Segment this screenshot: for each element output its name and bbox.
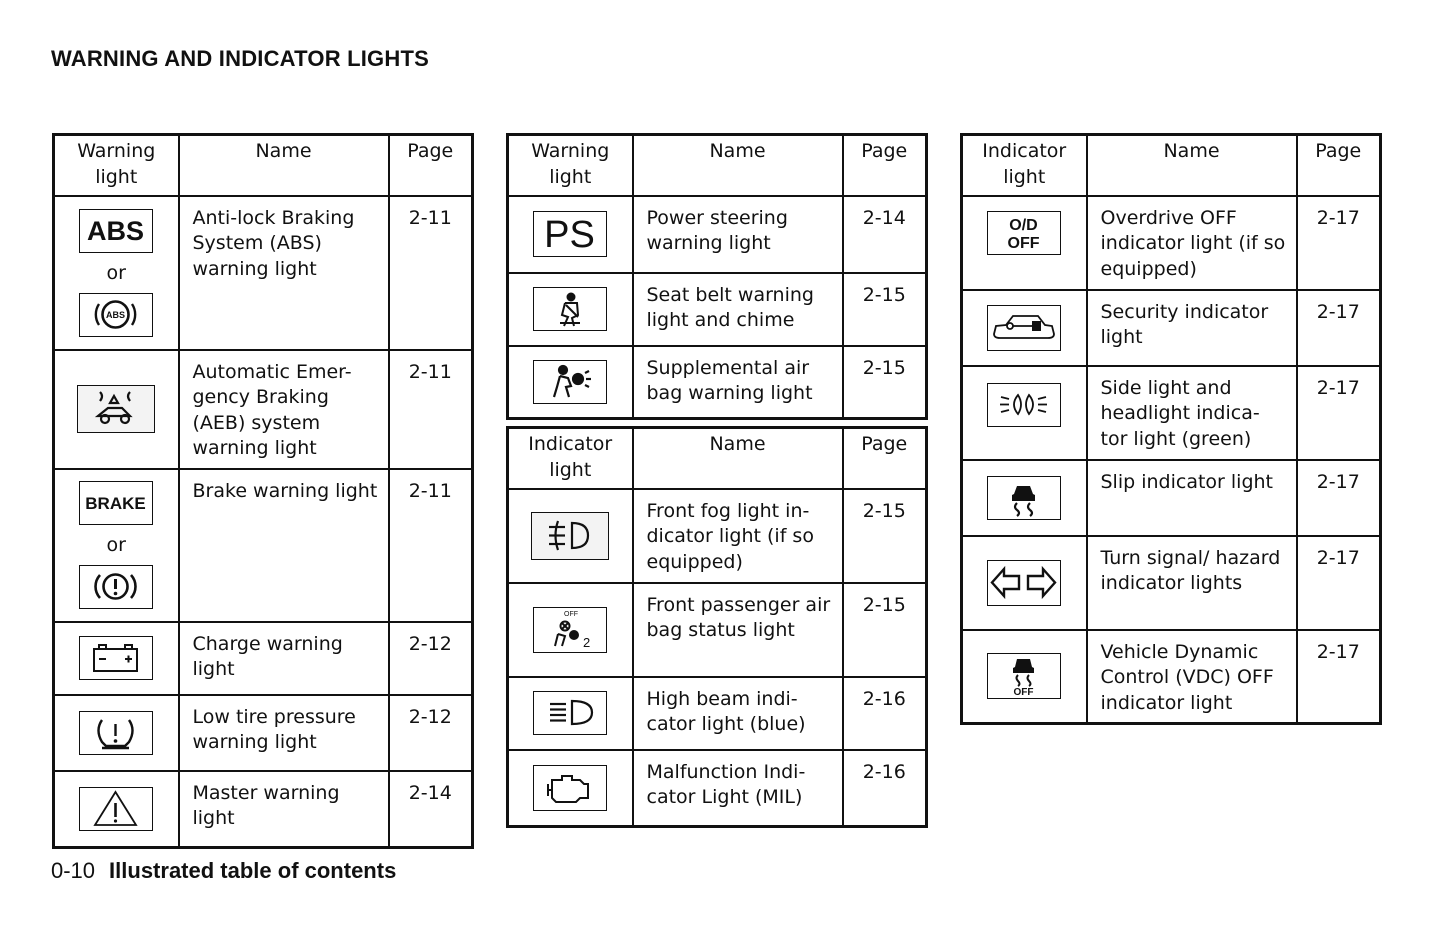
table-row [508,583,927,677]
name-cell: Side light and headlight indica- tor light (green) [1087,366,1297,460]
name-cell: High beam indi- cator light (blue) [633,677,843,750]
page-cell: 2-11 [389,196,473,350]
page-cell: 2-14 [843,196,927,273]
or-label: or [106,261,126,284]
brake-text-icon [79,481,153,525]
abs-circle-icon-text: ABS [106,309,126,320]
table-row [962,630,1381,724]
icon-cell [508,346,633,419]
icon-cell [962,460,1087,536]
table-row [508,750,927,827]
turn-signal-icon [987,560,1061,606]
name-cell: Front passenger air bag status light [633,583,843,677]
vdc-off-icon [987,653,1061,699]
page-cell: 2-17 [1297,366,1381,460]
table-row [962,366,1381,460]
page-cell: 2-17 [1297,196,1381,290]
header-warning-light: Warning light [508,135,633,196]
icon-cell [508,677,633,750]
header-indicator-light: Indicator light [508,428,633,489]
icon-cell [508,750,633,827]
page-cell: 2-11 [389,469,473,622]
icon-cell [962,196,1087,290]
name-cell: Supplemental air bag warning light [633,346,843,419]
icon-cell [54,469,179,622]
icon-cell [54,196,179,350]
header-page: Page [389,135,473,196]
page-cell: 2-17 [1297,460,1381,536]
engine-icon [533,765,607,811]
table-row [508,273,927,346]
name-cell: Overdrive OFF indicator light (if so equipped) [1087,196,1297,290]
name-cell: Front fog light in- dicator light (if so equipped) [633,489,843,583]
warning-lights-table-1 [52,133,474,849]
slip-icon [987,476,1061,520]
passenger-airbag-off-icon [533,607,607,653]
airbag-off-text: OFF [564,610,579,618]
name-cell: Anti-lock Braking System (ABS) warning light [179,196,389,350]
icon-cell [508,489,633,583]
front-fog-icon [531,512,609,560]
header-page: Page [843,428,927,489]
table-row [962,290,1381,366]
or-label: or [106,534,126,556]
table-header-row [962,135,1381,196]
overdrive-off-icon [987,211,1061,255]
icon-cell [962,536,1087,630]
od-off-icon-text: OFF [1007,234,1040,252]
header-name: Name [179,135,389,196]
name-cell: Seat belt warning light and chime [633,273,843,346]
table-row [962,536,1381,630]
page-cell: 2-16 [843,677,927,750]
icon-cell [962,366,1087,460]
header-indicator-light: Indicator light [962,135,1087,196]
table-row [962,460,1381,536]
header-name: Name [1087,135,1297,196]
table-row [54,350,473,469]
icon-cell [962,290,1087,366]
indicator-lights-table-1 [506,426,928,828]
page-cell: 2-14 [389,771,473,848]
icon-cell [54,622,179,695]
page-cell: 2-15 [843,346,927,419]
name-cell: Turn signal/ hazard indicator lights [1087,536,1297,630]
master-warning-icon [79,787,153,831]
header-page: Page [1297,135,1381,196]
icon-cell [962,630,1087,724]
vdc-off-text: OFF [1013,687,1034,698]
name-cell: Master warning light [179,771,389,848]
table-header-row [508,135,927,196]
power-steering-icon [533,211,607,257]
page-cell: 2-16 [843,750,927,827]
name-cell: Vehicle Dynamic Control (VDC) OFF indicator light [1087,630,1297,724]
tire-pressure-icon [79,711,153,755]
header-name: Name [633,135,843,196]
page-cell: 2-11 [389,350,473,469]
name-cell: Power steering warning light [633,196,843,273]
page-cell: 2-17 [1297,290,1381,366]
brake-circle-icon [79,565,153,609]
name-cell: Brake warning light [179,469,389,622]
ps-icon-text: PS [544,214,596,255]
airbag-icon [533,360,607,404]
table-row [508,196,927,273]
table-row [54,196,473,350]
battery-icon [79,636,153,680]
table-row [508,677,927,750]
icon-cell [508,196,633,273]
header-page: Page [843,135,927,196]
side-headlight-icon [987,383,1061,427]
table-row [54,695,473,771]
brake-icon-text: BRAKE [85,494,146,513]
high-beam-icon [533,691,607,735]
page-cell: 2-12 [389,622,473,695]
icon-cell [508,583,633,677]
table-row [54,622,473,695]
page-cell: 2-15 [843,583,927,677]
section-title: Illustrated table of contents [109,858,397,883]
page-cell: 2-17 [1297,630,1381,724]
airbag-off-sub: 2 [583,634,591,650]
header-warning-light: Warning light [54,135,179,196]
icon-cell [54,771,179,848]
page-title: WARNING AND INDICATOR LIGHTS [51,46,429,71]
page-number: 0-10 [51,858,96,883]
warning-lights-table-2 [506,133,928,420]
page-footer [51,858,396,884]
table-row [508,346,927,419]
page-cell: 2-17 [1297,536,1381,630]
name-cell: Charge warning light [179,622,389,695]
aeb-icon [77,385,155,433]
abs-icon [79,209,153,253]
abs-icon-text: ABS [87,215,145,246]
table-header-row [508,428,927,489]
seat-belt-icon [533,287,607,331]
name-cell: Security indicator light [1087,290,1297,366]
name-cell: Automatic Emer- gency Braking (AEB) system warning light [179,350,389,469]
security-car-icon [987,305,1061,351]
od-icon-text: O/D [1009,216,1038,234]
abs-circle-icon [79,293,153,337]
header-name: Name [633,428,843,489]
name-cell: Low tire pressure warning light [179,695,389,771]
page-cell: 2-15 [843,489,927,583]
table-row [962,196,1381,290]
table-row [54,469,473,622]
table-row [508,489,927,583]
page-cell: 2-15 [843,273,927,346]
indicator-lights-table-2 [960,133,1382,725]
name-cell: Slip indicator light [1087,460,1297,536]
icon-cell [54,350,179,469]
name-cell: Malfunction Indi- cator Light (MIL) [633,750,843,827]
table-header-row [54,135,473,196]
icon-cell [54,695,179,771]
page-cell: 2-12 [389,695,473,771]
icon-cell [508,273,633,346]
table-row [54,771,473,848]
